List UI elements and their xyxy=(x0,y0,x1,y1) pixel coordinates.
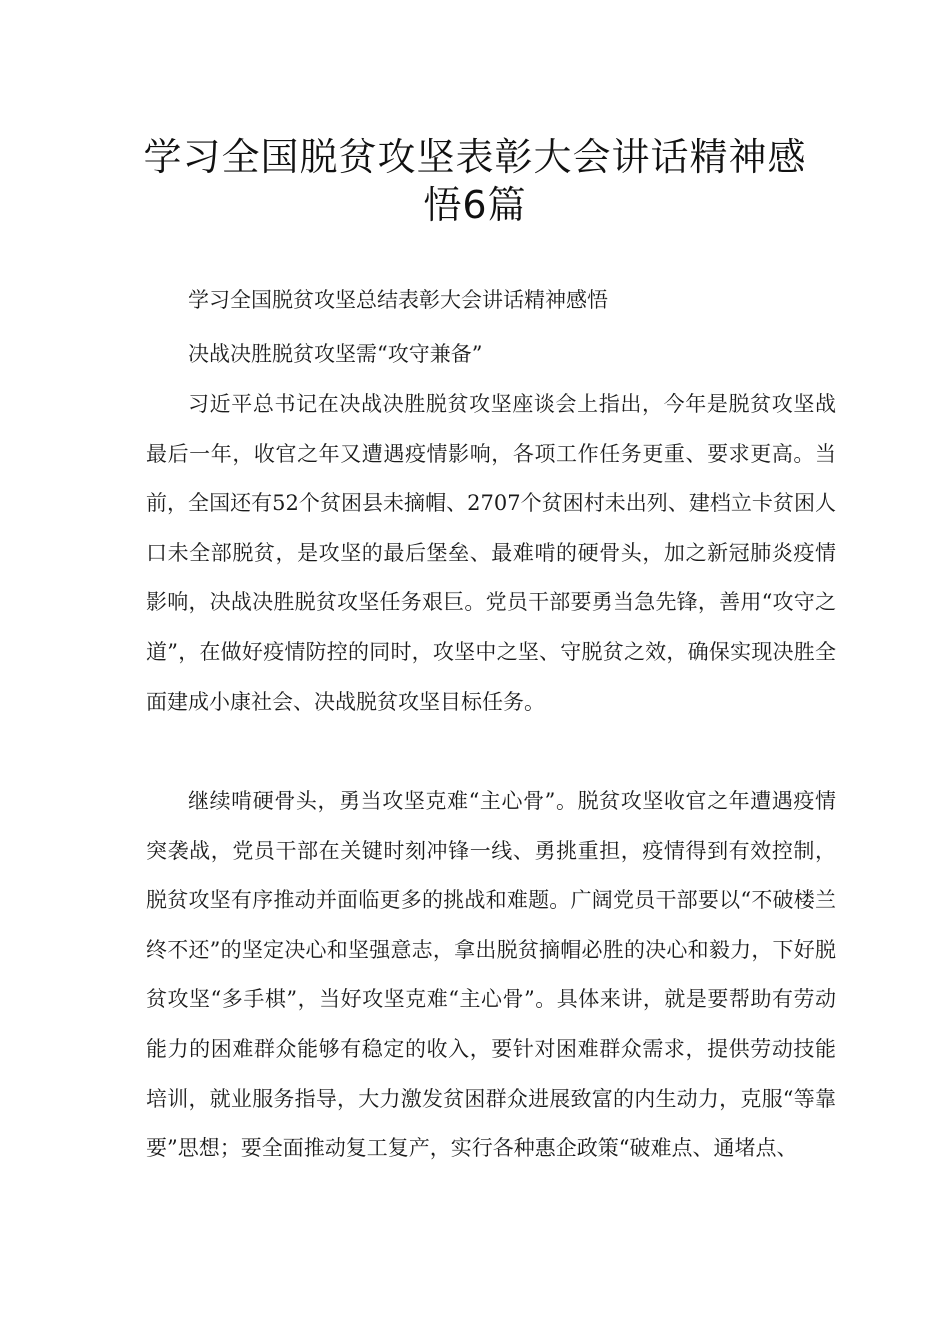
body-paragraph-2: 继续啃硬骨头，勇当攻坚克难“主心骨”。脱贫攻坚收官之年遭遇疫情突袭战，党员干部在关键时刻冲锋一线、勇挑重担，疫情得到有效控制，脱贫攻坚有序推动并面临更多的挑战和难题。广阔党员干部要以“不破楼兰终不还”的坚定决心和坚强意志，拿出脱贫摘帽必胜的决心和毅力，下好脱贫攻坚“多手棋”，当好攻坚克难“主心骨”。具体来讲，就是要帮助有劳动能力的困难群众能够有稳定的收入，要针对困难群众需求，提供劳动技能培训，就业服务指导，大力激发贫困群众进展致富的内生动力，克服“等靠要”思想；要全面推动复工复产，实行各种惠企政策“破难点、通堵点、 xyxy=(146,789,836,1161)
section-heading: 决战决胜脱贫攻坚需“攻守兼备” xyxy=(188,342,483,366)
document-subtitle: 学习全国脱贫攻坚总结表彰大会讲话精神感悟 xyxy=(188,288,608,312)
body-paragraph-1: 习近平总书记在决战决胜脱贫攻坚座谈会上指出，今年是脱贫攻坚战最后一年，收官之年又遭遇疫情影响，各项工作任务更重、要求更高。当前，全国还有52个贫困县未摘帽、2707个贫困村未出列、建档立卡贫困人口未全部脱贫，是攻坚的最后堡垒、最难啃的硬骨头，加之新冠肺炎疫情影响，决战决胜脱贫攻坚任务艰巨。党员干部要勇当急先锋，善用“攻守之道”，在做好疫情防控的同时，攻坚中之坚、守脱贫之效，确保实现决胜全面建成小康社会、决战脱贫攻坚目标任务。 xyxy=(146,392,836,714)
document-title-line-1: 学习全国脱贫攻坚表彰大会讲话精神感 xyxy=(143,135,807,179)
document-title-line-2: 悟6篇 xyxy=(423,183,527,227)
